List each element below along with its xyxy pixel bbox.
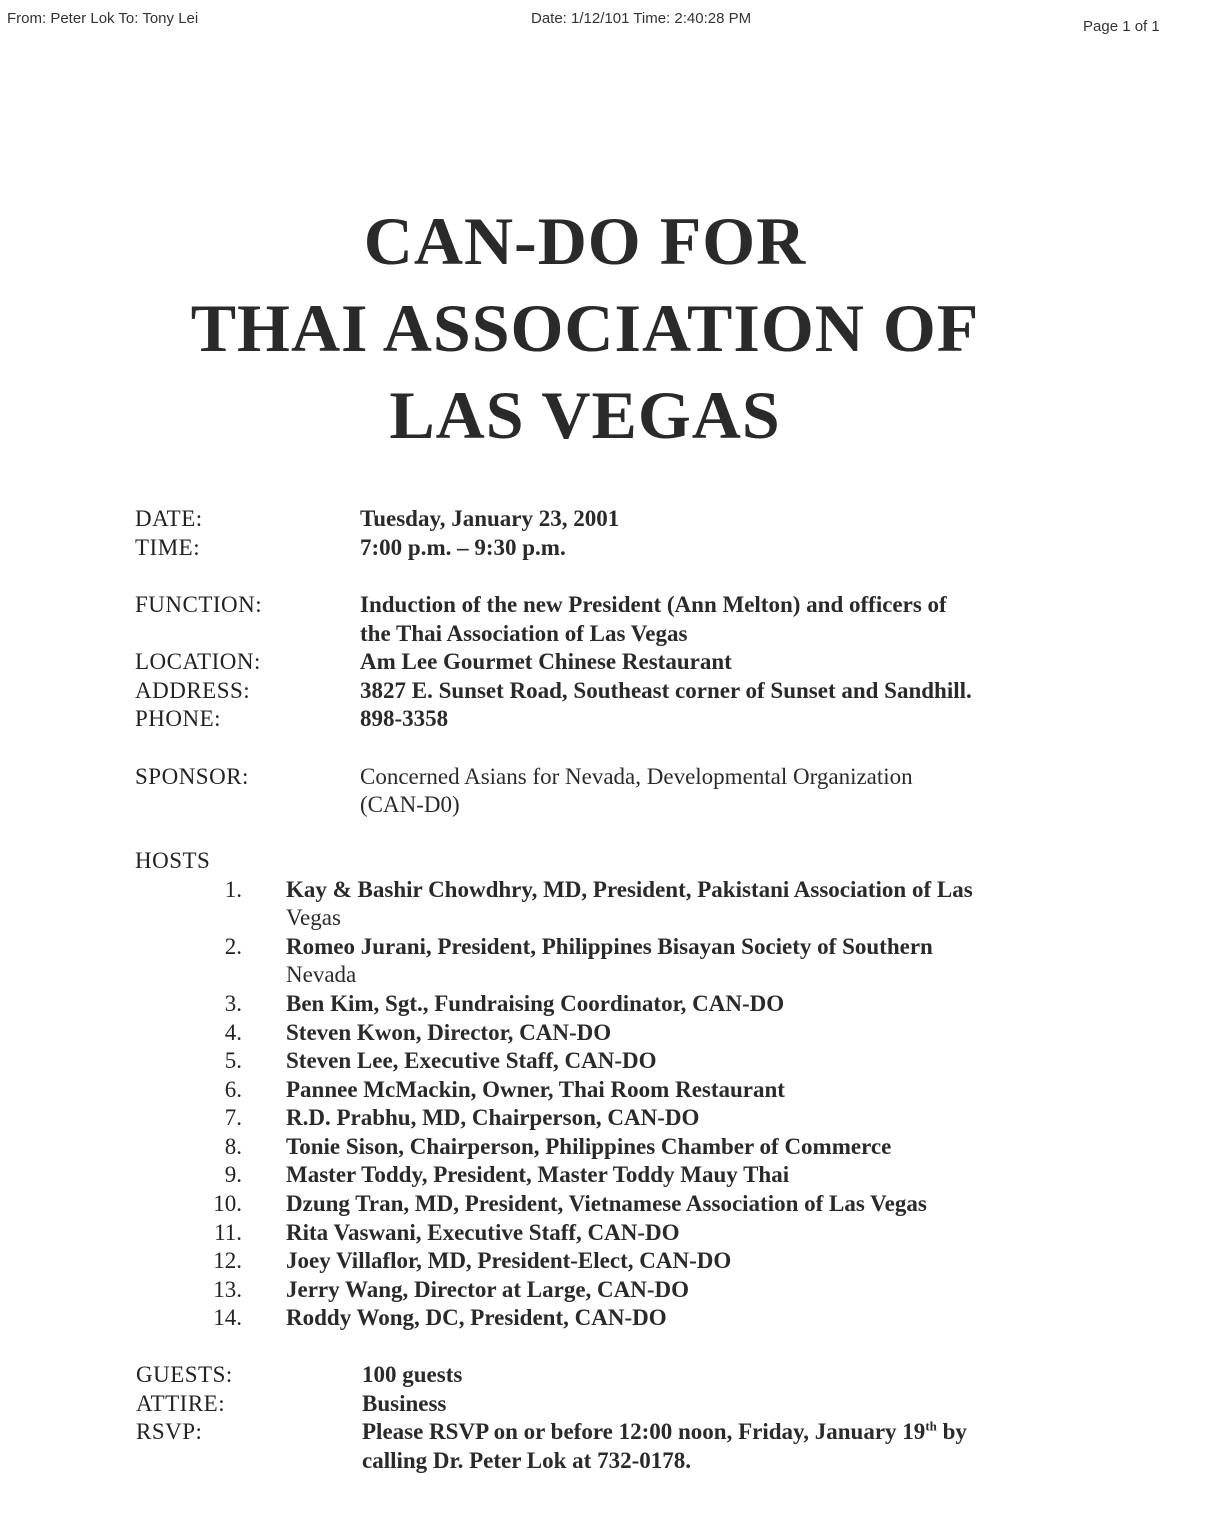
host-entry: Kay & Bashir Chowdhry, MD, President, Pakistani Association of Las (286, 877, 973, 902)
host-entry: Tonie Sison, Chairperson, Philippines Chamber of Commerce (286, 1134, 892, 1159)
time-label: TIME: (135, 535, 201, 560)
fax-from-to: From: Peter Lok To: Tony Lei (7, 10, 199, 27)
host-entry: Roddy Wong, DC, President, CAN-DO (286, 1305, 667, 1330)
guests-value: 100 guests (362, 1362, 463, 1387)
location-value: Am Lee Gourmet Chinese Restaurant (360, 649, 732, 674)
location-label: LOCATION: (135, 649, 261, 674)
title-line-2: THAI ASSOCIATION OF (190, 290, 980, 366)
fax-date-time: Date: 1/12/101 Time: 2:40:28 PM (531, 10, 752, 27)
host-number: 1. (224, 877, 242, 902)
phone-label: PHONE: (135, 706, 222, 731)
date-value: Tuesday, January 23, 2001 (360, 506, 620, 531)
host-number: 8. (224, 1134, 242, 1159)
title-line-3: LAS VEGAS (389, 377, 781, 453)
rsvp-text-end: by (936, 1419, 967, 1444)
host-entry-continued: Nevada (286, 962, 357, 987)
address-label: ADDRESS: (135, 678, 251, 703)
title-line-1: CAN-DO FOR (363, 203, 807, 279)
host-entry: Ben Kim, Sgt., Fundraising Coordinator, CAN-DO (286, 991, 785, 1016)
host-number: 3. (224, 991, 242, 1016)
host-entry: Jerry Wang, Director at Large, CAN-DO (286, 1277, 690, 1302)
host-entry: R.D. Prabhu, MD, Chairperson, CAN-DO (286, 1105, 700, 1130)
rsvp-ordinal-suffix: th (925, 1418, 937, 1434)
fax-header (0, 10, 1213, 40)
host-number: 10. (213, 1191, 242, 1216)
host-entry: Steven Lee, Executive Staff, CAN-DO (286, 1048, 657, 1073)
rsvp-label: RSVP: (136, 1419, 203, 1444)
phone-value: 898-3358 (360, 706, 449, 731)
rsvp-text: Please RSVP on or before 12:00 noon, Friday, January 19 (362, 1419, 926, 1444)
sponsor-value-line-2: (CAN-D0) (360, 792, 460, 817)
host-number: 7. (224, 1105, 242, 1130)
host-number: 4. (224, 1020, 242, 1045)
attire-value: Business (362, 1391, 447, 1416)
document-title (0, 198, 1170, 459)
host-entry: Master Toddy, President, Master Toddy Mauy Thai (286, 1162, 790, 1187)
host-entry-continued: Vegas (286, 905, 341, 930)
function-value-line-1: Induction of the new President (Ann Melton) and officers of (360, 592, 947, 617)
host-entry: Dzung Tran, MD, President, Vietnamese Association of Las Vegas (286, 1191, 927, 1216)
host-entry: Joey Villaflor, MD, President-Elect, CAN-DO (286, 1248, 732, 1273)
host-number: 2. (224, 934, 242, 959)
fax-page-number: Page 1 of 1 (1083, 18, 1160, 35)
sponsor-label: SPONSOR: (135, 764, 249, 789)
host-number: 12. (213, 1248, 242, 1273)
host-number: 5. (224, 1048, 242, 1073)
hosts-label: HOSTS (135, 848, 211, 873)
rsvp-value-line-2: calling Dr. Peter Lok at 732-0178. (362, 1448, 691, 1473)
host-number: 6. (224, 1077, 242, 1102)
attire-label: ATTIRE: (136, 1391, 226, 1416)
host-number: 13. (213, 1277, 242, 1302)
guests-label: GUESTS: (136, 1362, 233, 1387)
host-entry: Romeo Jurani, President, Philippines Bisayan Society of Southern (286, 934, 933, 959)
host-entry: Steven Kwon, Director, CAN-DO (286, 1020, 612, 1045)
time-value: 7:00 p.m. – 9:30 p.m. (360, 535, 566, 560)
function-value-line-2: the Thai Association of Las Vegas (360, 621, 688, 646)
rsvp-value-line-1 (362, 1418, 967, 1447)
host-number: 11. (214, 1220, 242, 1245)
sponsor-value-line-1: Concerned Asians for Nevada, Developmental Organization (360, 764, 913, 789)
function-label: FUNCTION: (135, 592, 263, 617)
host-entry: Rita Vaswani, Executive Staff, CAN-DO (286, 1220, 680, 1245)
date-label: DATE: (135, 506, 203, 531)
host-entry: Pannee McMackin, Owner, Thai Room Restaurant (286, 1077, 785, 1102)
host-number: 14. (213, 1305, 242, 1330)
address-value: 3827 E. Sunset Road, Southeast corner of Sunset and Sandhill. (360, 678, 972, 703)
host-number: 9. (224, 1162, 242, 1187)
